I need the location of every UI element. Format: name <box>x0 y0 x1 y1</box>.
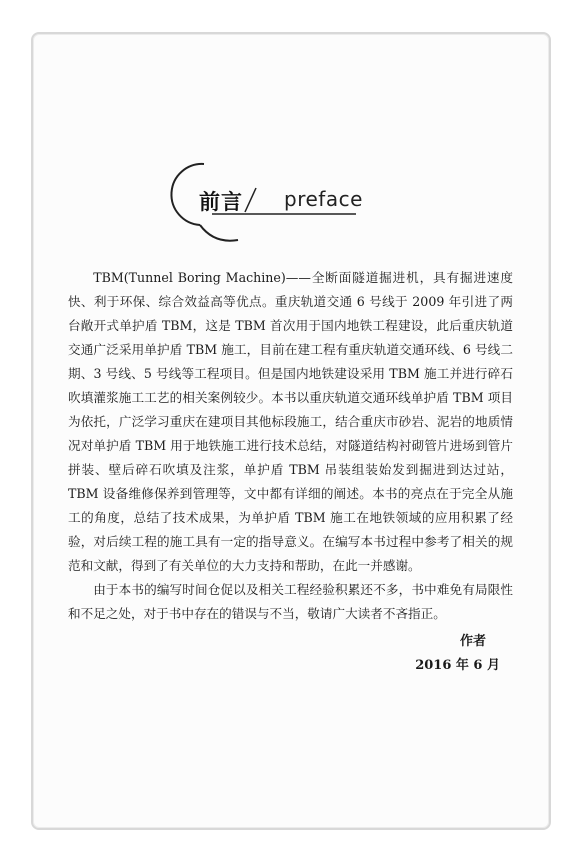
heading-decoration <box>0 0 580 260</box>
signature-date: 2016 年 6 月 <box>415 658 500 673</box>
paragraph: 由于本书的编写时间仓促以及相关工程经验积累还不多，书中难免有局限性和不足之处，对于书中存在的错误与不当，敬请广大读者不吝指正。 <box>68 582 513 621</box>
heading-arc-tail <box>200 225 238 241</box>
signature-author: 作者 <box>459 634 486 649</box>
heading-title-cn: 前言 <box>199 190 243 214</box>
preface-heading <box>0 0 580 260</box>
preface-body <box>68 266 513 626</box>
heading-slash <box>245 188 256 212</box>
heading-title-en: preface <box>284 187 363 211</box>
paragraph: TBM(Tunnel Boring Machine)——全断面隧道掘进机，具有掘进速度快、利于环保、综合效益高等优点。重庆轨道交通 6 号线于 2009 年引进了两台敞开式单护盾 TBM，这是 TBM 首次用于国内地铁工程建设，此后重庆轨道交通广泛采用单护盾 TBM 施工，目前在建工程有重庆轨道交通环线、6 号线二期、3 号线、5 号线等工程项目。但是国内地铁建设采用 TBM 施工并进行碎石吹填灌浆施工工艺的相关案例较少。本书以重庆轨道交通环线单护盾 TBM 项目为依托，广泛学习重庆在建项目其他标段施工，结合重庆市砂岩、泥岩的地质情况对单护盾 TBM 用于地铁施工进行技术总结，对隧道结构衬砌管片进场到管片拼装、壁后碎石吹填及注浆，单护盾 TBM 吊装组装始发到掘进到达过站，TBM 设备维修保养到管理等，文中都有详细的阐述。本书的亮点在于完全从施工的角度，总结了技术成果，为单护盾 TBM 施工在地铁领域的应用积累了经验，对后续工程的施工具有一定的指导意义。在编写本书过程中参考了相关的规范和文献，得到了有关单位的大力支持和帮助，在此一并感谢。 <box>68 270 513 573</box>
